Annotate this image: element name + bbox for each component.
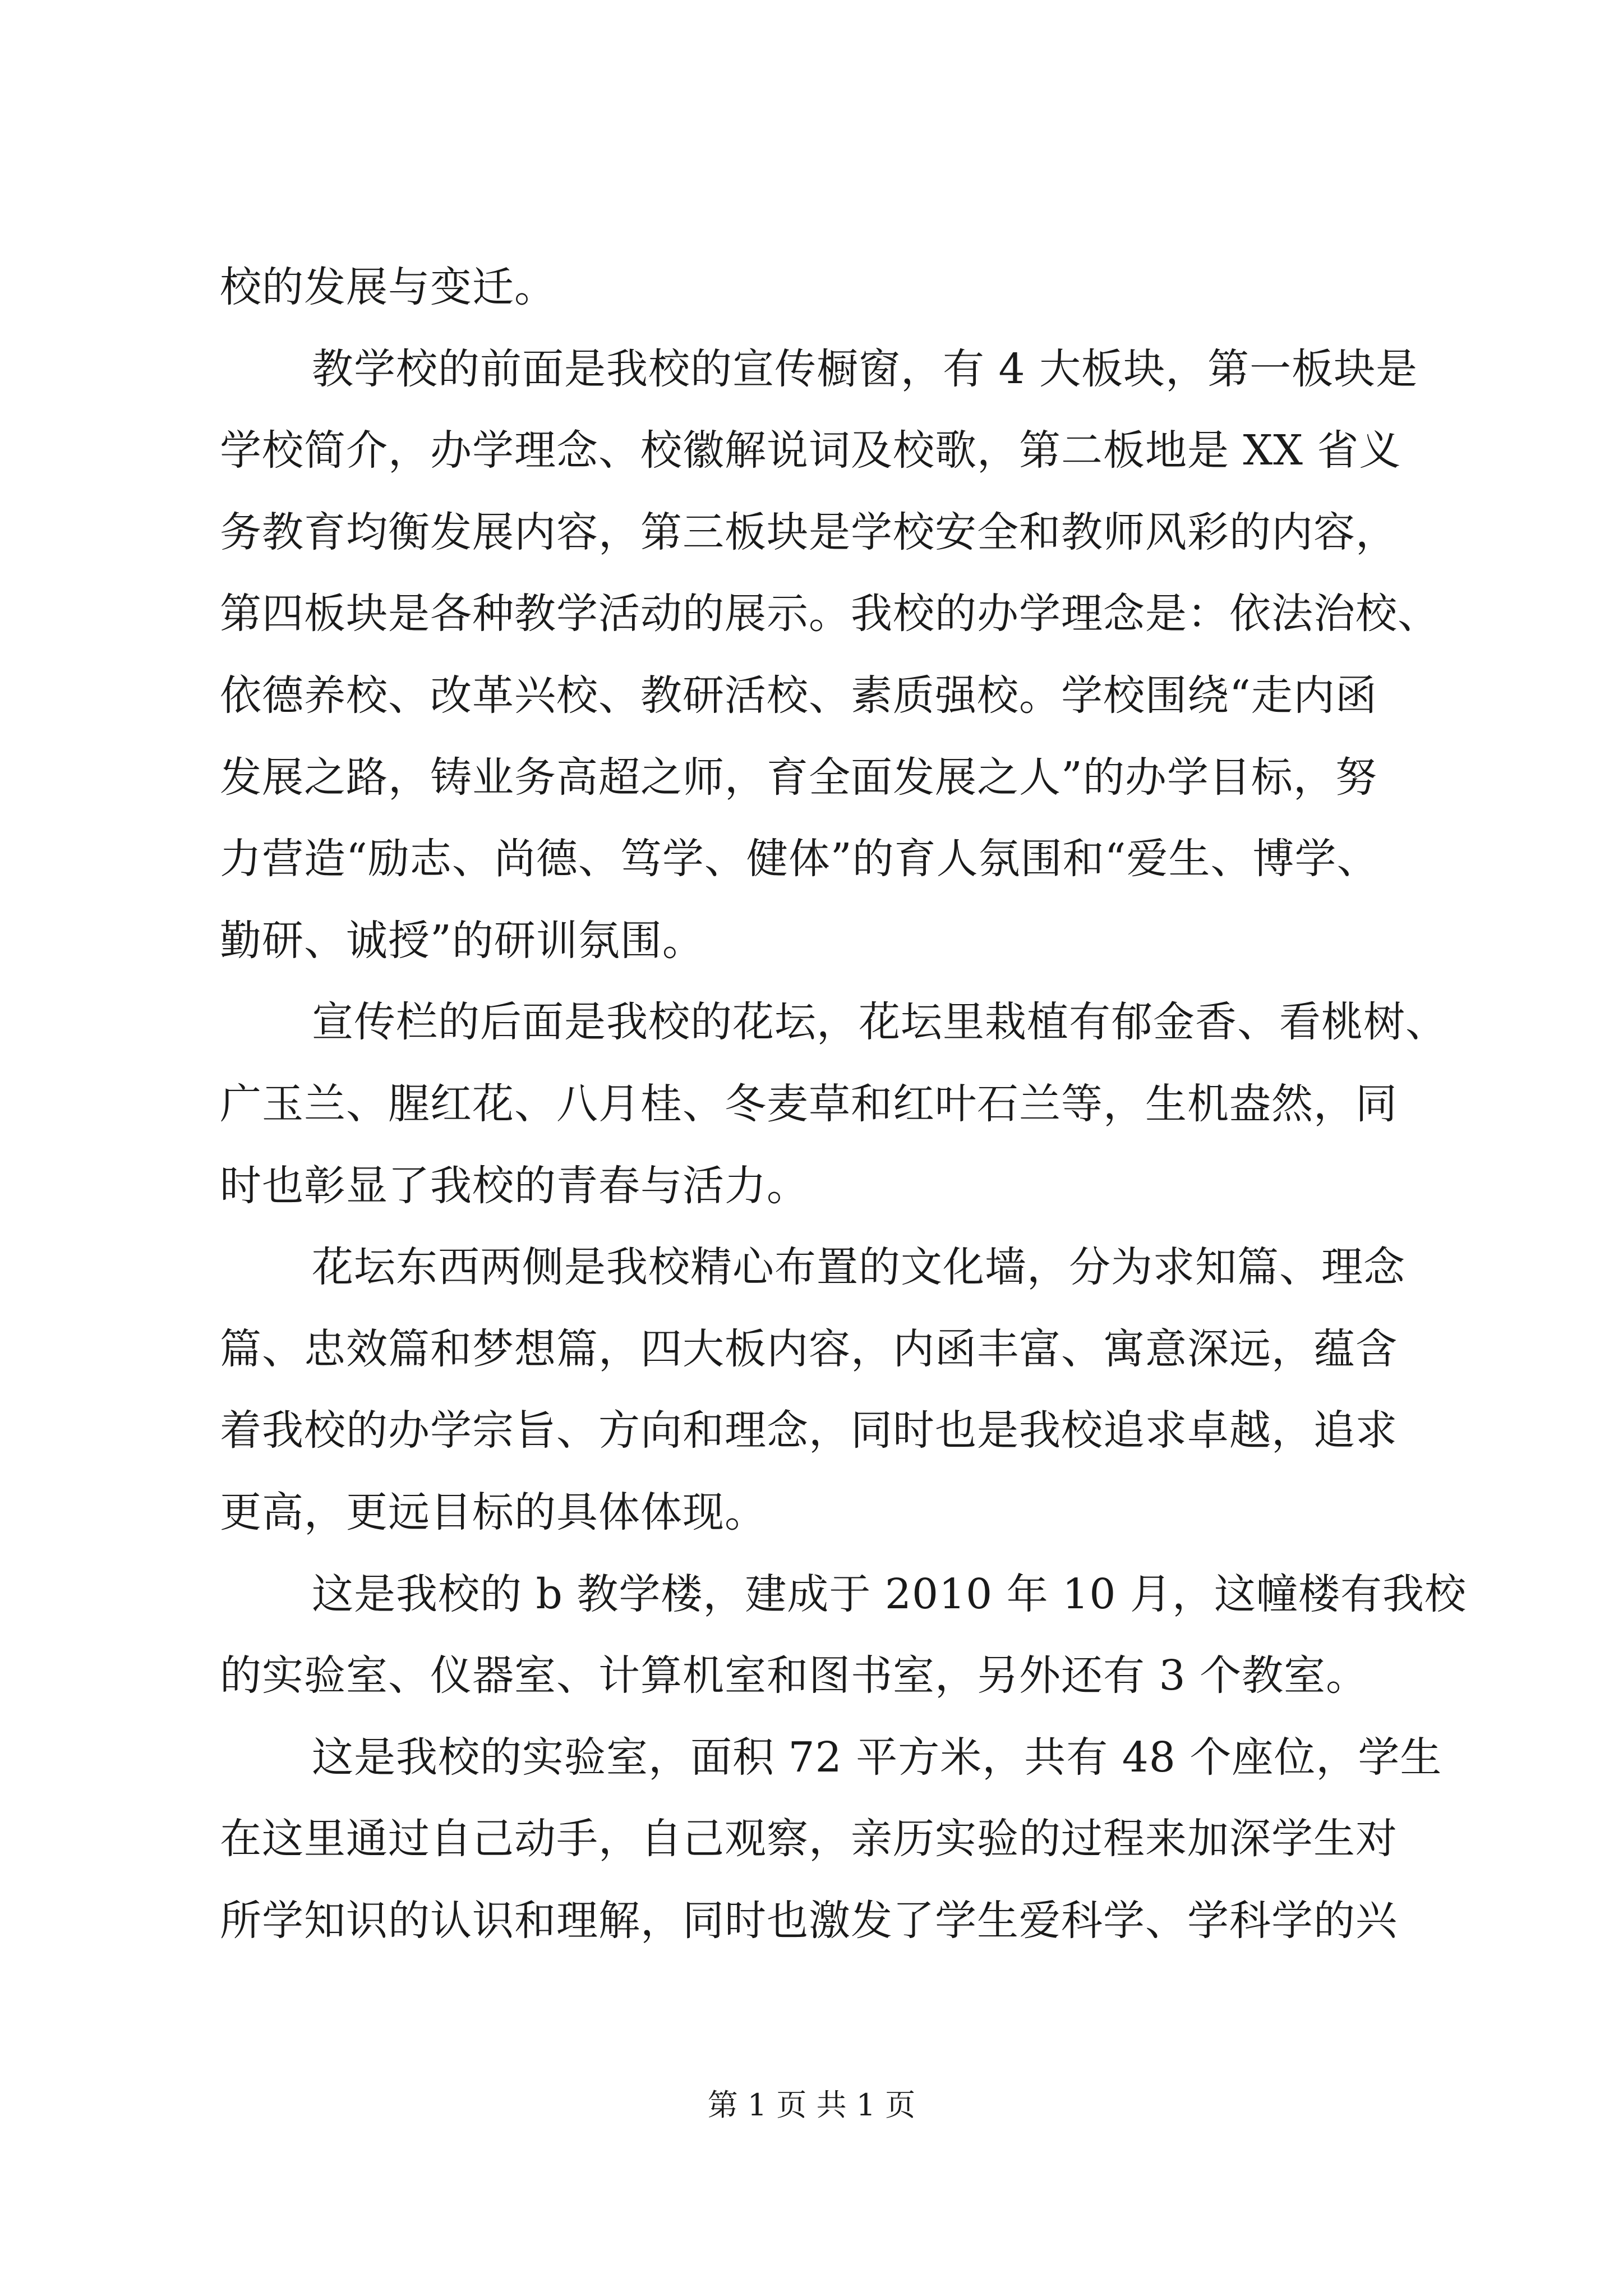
text-line: 力营造“励志、尚德、笃学、健体”的育人氛围和“爱生、博学、 (220, 835, 1379, 884)
text-line: 发展之路，铸业务高超之师，育全面发展之人”的办学目标，努 (220, 753, 1377, 802)
text-line: 花坛东西两侧是我校精心布置的文化墙，分为求知篇、理念 (312, 1243, 1405, 1292)
text-line: 广玉兰、腥红花、八月桂、冬麦草和红叶石兰等，生机盎然，同 (220, 1079, 1398, 1128)
text-line: 宣传栏的后面是我校的花坛，花坛里栽植有郁金香、看桃树、 (312, 998, 1447, 1047)
text-line: 在这里通过自己动手，自己观察，亲历实验的过程来加深学生对 (220, 1815, 1398, 1864)
paragraph-6 (220, 1717, 1442, 1962)
text-line: 依德养校、改革兴校、教研活校、素质强校。学校围绕“走内函 (220, 671, 1377, 720)
page-number-footer: 第 1 页 共 1 页 (707, 2087, 916, 2123)
paragraph-1 (220, 247, 1426, 329)
text-line: 的实验室、仪器室、计算机室和图书室，另外还有 3 个教室。 (220, 1651, 1368, 1700)
text-line: 这是我校的 b 教学楼，建成于 2010 年 10 月，这幢楼有我校 (312, 1570, 1467, 1618)
text-line: 学校简介，办学理念、校徽解说词及校歌，第二板地是 XX 省义 (220, 426, 1401, 475)
text-line: 更高，更远目标的具体体现。 (220, 1488, 767, 1536)
text-line: 篇、忠效篇和梦想篇，四大板内容，内函丰富、寓意深远，蕴含 (220, 1324, 1398, 1373)
text-line: 教学校的前面是我校的宣传橱窗，有 4 大板块，第一板块是 (312, 344, 1418, 393)
text-line: 时也彰显了我校的青春与活力。 (220, 1161, 809, 1210)
paragraph-3 (220, 982, 1447, 1227)
text-line: 务教育均衡发展内容，第三板块是学校安全和教师风彩的内容， (220, 508, 1398, 556)
text-line: 校的发展与变迁。 (220, 263, 556, 311)
paragraph-2 (220, 329, 1440, 982)
paragraph-5 (220, 1554, 1467, 1717)
text-line: 这是我校的实验室，面积 72 平方米，共有 48 个座位，学生 (312, 1733, 1442, 1782)
text-line: 着我校的办学宗旨、方向和理念，同时也是我校追求卓越，追求 (220, 1406, 1398, 1455)
text-line: 第四板块是各种教学活动的展示。我校的办学理念是：依法治校、 (220, 590, 1440, 638)
document-body (220, 247, 1467, 1962)
text-line: 所学知识的认识和理解，同时也激发了学生爱科学、学科学的兴 (220, 1896, 1398, 1945)
paragraph-4 (220, 1227, 1426, 1553)
text-line: 勤研、诚授”的研训氛围。 (220, 916, 704, 965)
